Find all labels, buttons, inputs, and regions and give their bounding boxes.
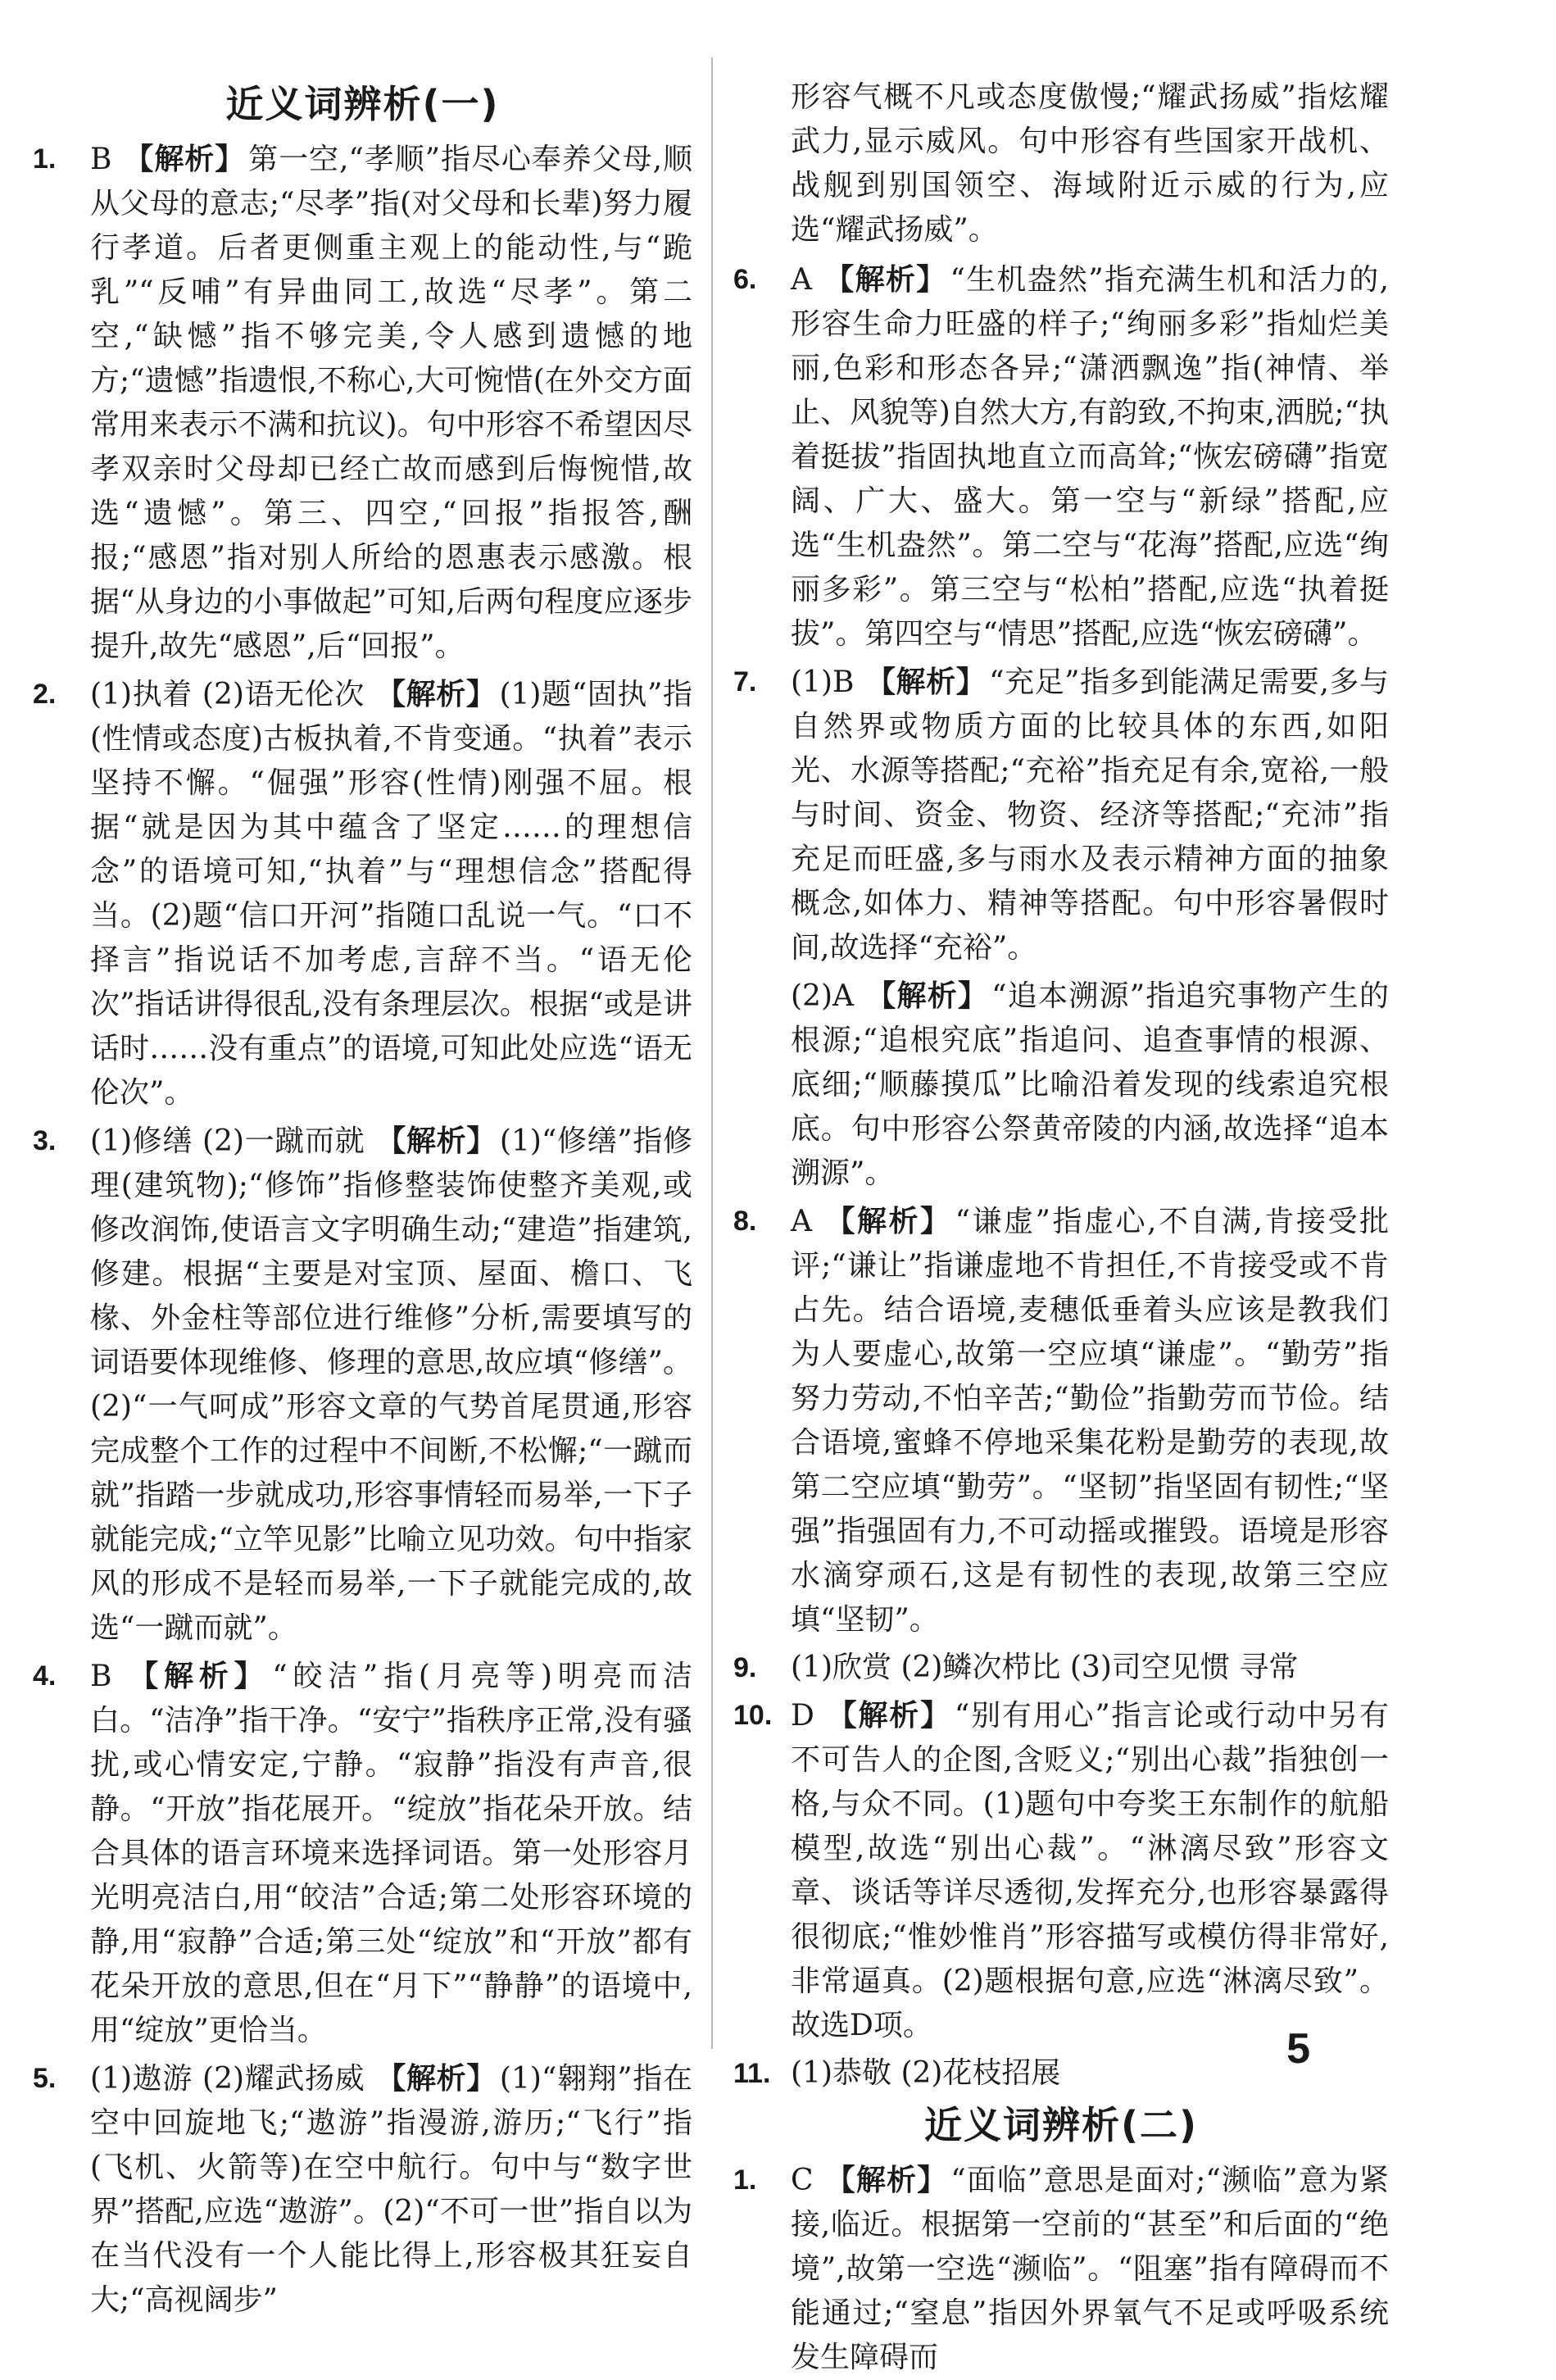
item-text: “谦虚”指虚心,不自满,肯接受批评;“谦让”指谦虚地不肯担任,不肯接受或不肯占先。结合语境,麦穗低垂着头应该是教我们为人要虚心,故第一空应填“谦虚”。“勤劳”指努力劳动,不怕辛苦;“勤俭”指勤劳而节俭。结合语境,蜜蜂不停地采集花粉是勤劳的表现,故第二空应填“勤劳”。“坚韧”指坚固有韧性;“坚强”指强固有力,不可动摇或摧毁。语境是形容水滴穿顽石,这是有韧性的表现,故第三空应填“坚韧”。 — [791, 1205, 1389, 1637]
answer-item-2-1 — [733, 2158, 1389, 2380]
item-number: 6. — [733, 264, 757, 295]
item-number: 5. — [33, 2063, 57, 2094]
column-divider — [711, 57, 713, 2049]
item-text: (1)恭敬 (2)花枝招展 — [791, 2056, 1061, 2090]
item-text: (1)欣赏 (2)鳞次栉比 (3)司空见惯 寻常 — [791, 1651, 1299, 1684]
item-answer: (2)A — [791, 979, 854, 1013]
item-number: 8. — [733, 1206, 757, 1237]
item-text: “追本溯源”指追究事物产生的根源;“追根究底”指追问、追查事情的根源、底细;“顺藤摸瓜”比喻沿着发现的线索追究根底。句中形容公祭黄帝陵的内涵,故选择“追本溯源”。 — [791, 979, 1389, 1190]
item-text: “别有用心”指言论或行动中另有不可告人的企图,含贬义;“别出心裁”指独创一格,与众不同。(1)题句中夸奖王东制作的航船模型,故选“别出心裁”。“淋漓尽致”形容文章、谈话等详尽透彻,发挥充分,也形容暴露得很彻底;“惟妙惟肖”形容描写或模仿得非常好,非常逼真。(2)题根据句意,应选“淋漓尽致”。故选D项。 — [791, 1699, 1389, 2042]
item-number: 1. — [33, 143, 57, 175]
item-answer: (1)遨游 (2)耀武扬威 — [90, 2062, 365, 2096]
analysis-tag: 【解析】 — [376, 1124, 497, 1158]
item-answer: (1)执着 (2)语无伦次 — [90, 678, 365, 711]
answer-item-5-continued — [733, 75, 1389, 252]
analysis-tag: 【解析】 — [825, 1698, 951, 1733]
item-text: (1)题“固执”指(性情或态度)古板执着,不肯变通。“执着”表示坚持不懈。“倔强”形容(性情)刚强不屈。根据“就是因为其中蕴含了坚定……的理想信念”的语境可知,“执着”与“理想信念”搭配得当。(2)题“信口开河”指随口乱说一气。“口不择言”指说话不加考虑,言辞不当。“语无伦次”指话讲得很乱,没有条理层次。根据“或是讲话时……没有重点”的语境,可知此处应选“语无伦次”。 — [90, 678, 692, 1110]
item-text: “充足”指多到能满足需要,多与自然界或物质方面的比较具体的东西,如阳光、水源等搭配;“充裕”指充足有余,宽裕,一般与时间、资金、物资、经济等搭配;“充沛”指充足而旺盛,多与雨水及表示精神方面的抽象概念,如体力、精神等搭配。句中形容暑假时间,故选择“充裕”。 — [791, 665, 1389, 965]
item-answer: B — [90, 143, 112, 176]
analysis-tag: 【解析】 — [865, 665, 987, 699]
item-text: “生机盎然”指充满生机和活力的,形容生命力旺盛的样子;“绚丽多彩”指灿烂美丽,色彩和形态各异;“潇洒飘逸”指(神情、举止、风貌等)自然大方,有韵致,不拘束,洒脱;“执着挺拔”指固执地直立而高耸;“恢宏磅礴”指宽阔、广大、盛大。第一空与“新绿”搭配,应选“生机盎然”。第二空与“花海”搭配,应选“绚丽多彩”。第三空与“松柏”搭配,应选“执着挺拔”。第四空与“情思”搭配,应选“恢宏磅礴”。 — [791, 263, 1389, 651]
item-text: (1)“翱翔”指在空中回旋地飞;“遨游”指漫游,游历;“飞行”指(飞机、火箭等)在空中航行。句中与“数字世界”搭配,应选“遨游”。(2)“不可一世”指自以为在当代没有一个人能比得上,形容极其狂妄自大;“高视阔步” — [90, 2062, 692, 2317]
analysis-tag: 【解析】 — [823, 1204, 952, 1238]
sub-answer-paragraph — [791, 974, 1389, 1196]
item-text: (1)“修缮”指修理(建筑物);“修饰”指修整装饰使整齐美观,或修改润饰,使语言文字明确生动;“建造”指建筑,修建。根据“主要是对宝顶、屋面、檐口、飞椽、外金柱等部位进行维修”分析,需要填写的词语要体现维修、修理的意思,故应填“修缮”。(2)“一气呵成”形容文章的气势首尾贯通,形容完成整个工作的过程中不间断,不松懈;“一蹴而就”指踏一步就成功,形容事情轻而易举,一下子就能完成;“立竿见影”比喻立见功效。句中指家风的形成不是轻而易举,一下子就能完成的,故选“一蹴而就”。 — [90, 1124, 692, 1645]
item-number: 3. — [33, 1125, 57, 1156]
item-text: 第一空,“孝顺”指尽心奉养父母,顺从父母的意志;“尽孝”指(对父母和长辈)努力履行孝道。后者更侧重主观上的能动性,与“跪乳”“反哺”有异曲同工,故选“尽孝”。第二空,“缺憾”指不够完美,令人感到遗憾的地方;“遗憾”指遗恨,不称心,大可惋惜(在外交方面常用来表示不满和抗议)。句中形容不希望因尽孝双亲时父母却已经亡故而感到后悔惋惜,故选“遗憾”。第三、四空,“回报”指报答,酬报;“感恩”指对别人所给的恩惠表示感激。根据“从身边的小事做起”可知,后两句程度应逐步提升,故先“感恩”,后“回报”。 — [90, 143, 692, 663]
item-answer: D — [791, 1699, 814, 1733]
item-answer: A — [791, 1205, 812, 1238]
item-answer: (1)B — [791, 665, 855, 699]
answer-item-10 — [733, 1693, 1389, 2048]
item-answer: (1)修缮 (2)一蹴而就 — [90, 1124, 365, 1158]
analysis-tag: 【解析】 — [123, 142, 246, 176]
item-answer: C — [791, 2164, 814, 2197]
section-title-1: 近义词辨析(一) — [225, 82, 500, 126]
analysis-tag: 【解析】 — [376, 677, 497, 711]
item-answer: A — [791, 263, 812, 297]
item-number: 2. — [33, 679, 57, 710]
item-number: 11. — [733, 2058, 771, 2089]
page-number: 5 — [1286, 2025, 1310, 2073]
item-number: 10. — [733, 1700, 773, 1731]
answer-item-1 — [33, 137, 692, 669]
right-column — [733, 75, 1389, 2374]
answer-item-7 — [733, 660, 1389, 1196]
analysis-tag: 【解析】 — [123, 1659, 270, 1693]
answer-item-3 — [33, 1119, 692, 1651]
item-text: 形容气概不凡或态度傲慢;“耀武扬威”指炫耀武力,显示威风。句中形容有些国家开战机、战舰到别国领空、海域附近示威的行为,应选“耀武扬威”。 — [791, 80, 1389, 247]
section-title-2: 近义词辨析(二) — [923, 2103, 1199, 2147]
analysis-tag: 【解析】 — [824, 2163, 948, 2197]
item-text: “皎洁”指(月亮等)明亮而洁白。“洁净”指干净。“安宁”指秩序正常,没有骚扰,或心情安定,宁静。“寂静”指没有声音,很静。“开放”指花展开。“绽放”指花朵开放。结合具体的语言环境来选择词语。第一处形容月光明亮洁白,用“皎洁”合适;第二处形容环境的静,用“寂静”合适;第三处“绽放”和“开放”都有花朵开放的意思,但在“月下”“静静”的语境中,用“绽放”更恰当。 — [90, 1660, 692, 2047]
answer-item-8 — [733, 1199, 1389, 1642]
item-number: 9. — [733, 1652, 757, 1683]
analysis-tag: 【解析】 — [865, 979, 989, 1013]
analysis-tag: 【解析】 — [376, 2061, 497, 2096]
answer-item-6 — [733, 257, 1389, 656]
answer-item-9 — [733, 1646, 1389, 1690]
analysis-tag: 【解析】 — [823, 262, 947, 297]
item-number: 1. — [733, 2164, 757, 2196]
answer-item-4 — [33, 1654, 692, 2053]
left-column — [33, 78, 692, 2317]
item-number: 7. — [733, 666, 757, 697]
answer-item-5 — [33, 2056, 692, 2323]
answer-item-2 — [33, 672, 692, 1115]
item-answer: B — [90, 1660, 112, 1693]
item-number: 4. — [33, 1660, 57, 1692]
item-text: “面临”意思是面对;“濒临”意为紧接,临近。根据第一空前的“甚至”和后面的“绝境”,故第一空选“濒临”。“阻塞”指有障碍而不能通过;“窒息”指因外界氧气不足或呼吸系统发生障碍而 — [791, 2164, 1389, 2374]
